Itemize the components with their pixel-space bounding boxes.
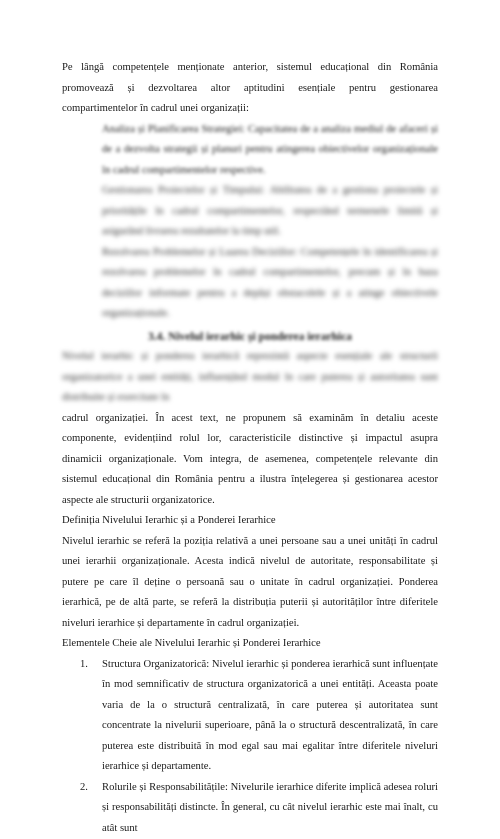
item-number: 1.: [80, 655, 88, 676]
item-number: 2.: [80, 778, 88, 799]
item-text: Structura Organizatorică: Nivelul ierarhic și ponderea ierarhică sunt influențate în mod semnificativ de structura organizatorică a unei entități. Aceasta poate varia de la o structură centralizată, în care puterea și autoritatea sunt concentrate la nivelurii superioare, până la o structură descentralizată, în care puterea este distribuită în mod egal sau mai egalitar între diferitele niveluri ierarhice și departamente.: [102, 659, 438, 773]
elements-heading: Elementele Cheie ale Nivelului Ierarhic și Ponderei Ierarhice: [62, 634, 438, 655]
bullet-item: [76, 120, 438, 182]
intro-paragraph: Pe lângă competențele menționate anterior, sistemul educațional din România promovează și dezvoltarea altor aptitudini esențiale pentru gestionarea compartimentelor în cadrul unei organizații:: [62, 58, 438, 120]
bullet-text: Gestionarea Proiectelor și Timpului: Abilitatea de a gestiona proiectele și prioritățile în cadrul compartimentelor, respectând termenele limită și asigurând livrarea rezultatelor la timp util.: [102, 185, 438, 237]
bullet-text: Rezolvarea Problemelor și Luarea Deciziilor: Competențele în identificarea și rezolvarea problemelor în cadrul compartimentelor, precum și în baza deciziilor informate pentru a depăși obstacolele și a atinge obiectivele organizaționale.: [102, 247, 438, 320]
definition-heading: Definiția Nivelului Ierarhic și a Ponderei Ierarhice: [62, 511, 438, 532]
numbered-list: [62, 655, 438, 839]
bullet-text: Analiza și Planificarea Strategiei: Capacitatea de a analiza mediul de afaceri și de a dezvolta strategii și planuri pentru atingerea obiectivelor organizaționale în cadrul compartimentelor respective.: [102, 124, 438, 176]
blurred-bullet-list: [62, 120, 438, 325]
item-text: Rolurile și Responsabilitățile: Nivelurile ierarhice diferite implică adesea roluri și responsabilități distincte. În general, cu cât nivelul ierarhic este mai înalt, cu atât sunt: [102, 782, 438, 834]
numbered-item: [80, 655, 438, 778]
bullet-item: [76, 181, 438, 243]
definition-paragraph: Nivelul ierarhic se referă la poziția relativă a unei persoane sau a unei unități în cadrul unei ierarhii organizaționale. Acesta indică nivelul de autoritate, responsabilitate și putere pe care îl deține o persoană sau o unitate în cadrul organizației. Ponderea ierarhică, pe de altă parte, se referă la distribuția puterii și autorităților între diferitele niveluri ierarhice și departamente în cadrul organizației.: [62, 532, 438, 635]
main-paragraph: cadrul organizației. În acest text, ne propunem să examinăm în detaliu aceste componente, evidențiind rolul lor, caracteristicile distinctive și impactul asupra dinamicii organizaționale. Vom integra, de asemenea, competențele relevante din sistemul educațional din România pentru a ilustra înțelegerea și gestionarea acestor aspecte ale structurii organizatorice.: [62, 409, 438, 512]
blurred-bridge-text: Nivelul ierarhic și ponderea ierarhică reprezintă aspecte esențiale ale structurii organizatorice a unei entități, influențând modul în care puterea și autoritatea sunt distribuite și exercitate în: [62, 347, 438, 409]
section-heading: 3.4. Nivelul ierarhic și ponderea ierarhica: [62, 327, 438, 348]
numbered-item: [80, 778, 438, 839]
bullet-item: [76, 243, 438, 325]
